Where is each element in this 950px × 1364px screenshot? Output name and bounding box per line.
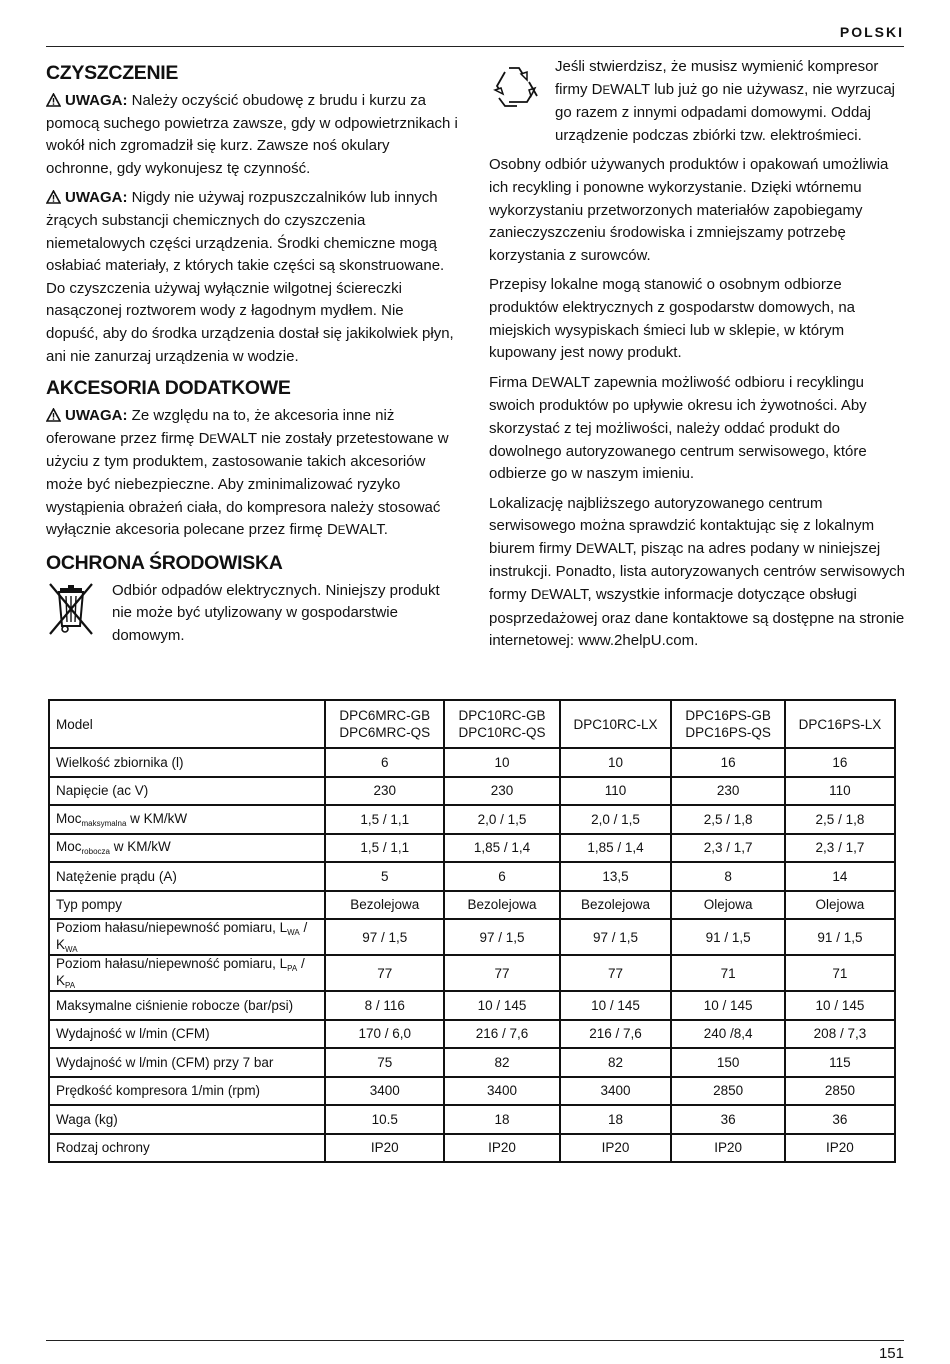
table-cell: IP20 bbox=[560, 1134, 672, 1163]
recycle-icon bbox=[489, 62, 545, 112]
table-cell: Olejowa bbox=[785, 891, 895, 920]
table-cell: 1,5 / 1,1 bbox=[325, 805, 444, 834]
model-code: DPC16PS-GB bbox=[685, 708, 771, 723]
row-label-cell: Maksymalne ciśnienie robocze (bar/psi) bbox=[49, 991, 325, 1020]
take-back-paragraph: Firma DEWALT zapewnia możliwość odbioru i recyklingu swoich produktów po upływie okresu ich żywotności. Aby skorzystać z tej możliwości, należy oddać produkt do dowolnego autoryzowanego centrum serwisowego, które odbierze go w naszym imieniu. bbox=[489, 373, 867, 483]
row-label-cell: Wielkość zbiornika (l) bbox=[49, 748, 325, 777]
model-code: DPC6MRC-QS bbox=[339, 725, 431, 740]
table-cell: 2850 bbox=[785, 1077, 895, 1106]
warning-text: Należy oczyścić obudowę z brudu i kurzu za pomocą suchego powietrza zawsze, gdy w odpowietrznikach i wokół nich zgromadził się kurz. Zawsze noś okulary ochronne, gdy wykonujesz tę czynność. bbox=[46, 92, 458, 177]
row-label-cell: Waga (kg) bbox=[49, 1105, 325, 1134]
row-label-cell: Prędkość kompresora 1/min (rpm) bbox=[49, 1077, 325, 1106]
language-label: POLSKI bbox=[839, 24, 904, 40]
bottom-rule bbox=[46, 1340, 904, 1341]
right-column bbox=[489, 56, 907, 660]
table-cell: IP20 bbox=[785, 1134, 895, 1163]
row-label-cell: Poziom hałasu/niepewność pomiaru, $L_{WA} / K_{WA}$ bbox=[49, 919, 325, 955]
warning-label: UWAGA: bbox=[65, 189, 128, 207]
model-header-cell bbox=[560, 700, 672, 748]
table-row bbox=[49, 891, 895, 920]
model-code: DPC6MRC-GB bbox=[339, 708, 431, 723]
model-header-cell bbox=[785, 700, 895, 748]
model-header-cell bbox=[671, 700, 784, 748]
cleaning-warning-1 bbox=[46, 90, 460, 180]
table-cell: 10.5 bbox=[325, 1105, 444, 1134]
table-cell: 10 bbox=[560, 748, 672, 777]
warning-triangle-icon bbox=[46, 93, 61, 107]
model-code: DPC10RC-GB bbox=[458, 708, 546, 723]
table-cell: 91 / 1,5 bbox=[785, 919, 895, 955]
table-row bbox=[49, 834, 895, 863]
table-cell: 77 bbox=[560, 955, 672, 991]
row-label-cell: Poziom hałasu/niepewność pomiaru, $L_{PA} / K_{PA}$ bbox=[49, 955, 325, 991]
recycle-text: Jeśli stwierdzisz, że musisz wymienić kompresor firmy DEWALT lub już go nie używasz, nie wyrzucaj go razem z innymi odpadami domowymi. Oddaj urządzenie podczas zbiórki tzw. elektrośmieci. bbox=[555, 58, 896, 144]
table-row bbox=[49, 919, 895, 955]
table-row bbox=[49, 805, 895, 834]
table-cell: 97 / 1,5 bbox=[560, 919, 672, 955]
cleaning-heading: CZYSZCZENIE bbox=[46, 62, 179, 84]
row-label-cell: Natężenie prądu (A) bbox=[49, 862, 325, 891]
row-label-cell: Rodzaj ochrony bbox=[49, 1134, 325, 1163]
table-cell: 97 / 1,5 bbox=[325, 919, 444, 955]
top-rule bbox=[46, 46, 904, 47]
table-cell: 36 bbox=[671, 1105, 784, 1134]
table-cell: 240 /8,4 bbox=[671, 1020, 784, 1049]
row-label-cell: Moc$_{robocza}$ w KM/kW bbox=[49, 834, 325, 863]
table-cell: 10 / 145 bbox=[671, 991, 784, 1020]
spec-table bbox=[48, 699, 896, 1163]
table-cell: 5 bbox=[325, 862, 444, 891]
accessories-warning bbox=[46, 405, 460, 543]
row-label-cell: Moc$_{maksymalna}$ w KM/kW bbox=[49, 805, 325, 834]
table-cell: 230 bbox=[671, 777, 784, 806]
model-code: DPC10RC-LX bbox=[573, 716, 658, 732]
table-cell: 208 / 7,3 bbox=[785, 1020, 895, 1049]
table-cell: 8 / 116 bbox=[325, 991, 444, 1020]
table-cell: 110 bbox=[560, 777, 672, 806]
table-cell: 14 bbox=[785, 862, 895, 891]
table-cell: 77 bbox=[444, 955, 559, 991]
table-cell: IP20 bbox=[671, 1134, 784, 1163]
table-row bbox=[49, 991, 895, 1020]
table-cell: Bezolejowa bbox=[444, 891, 559, 920]
table-cell: 82 bbox=[560, 1048, 672, 1077]
table-cell: 8 bbox=[671, 862, 784, 891]
table-header-row bbox=[49, 700, 895, 748]
environment-heading: OCHRONA ŚRODOWISKA bbox=[46, 551, 283, 574]
warning-triangle-icon bbox=[46, 408, 61, 422]
left-column bbox=[46, 56, 460, 654]
warning-text: Ze względu na to, że akcesoria inne niż oferowane przez firmę D bbox=[46, 407, 395, 447]
table-cell: 6 bbox=[325, 748, 444, 777]
table-cell: 13,5 bbox=[560, 862, 672, 891]
table-cell: 2,5 / 1,8 bbox=[671, 805, 784, 834]
warning-text: WALT. bbox=[345, 521, 388, 539]
table-cell: 3400 bbox=[444, 1077, 559, 1106]
table-row bbox=[49, 777, 895, 806]
table-row bbox=[49, 1105, 895, 1134]
table-cell: 216 / 7,6 bbox=[444, 1020, 559, 1049]
table-cell: 115 bbox=[785, 1048, 895, 1077]
table-cell: IP20 bbox=[325, 1134, 444, 1163]
model-header-cell bbox=[325, 700, 444, 748]
row-label-cell: Napięcie (ac V) bbox=[49, 777, 325, 806]
warning-label: UWAGA: bbox=[65, 92, 128, 109]
row-label-cell: Wydajność w l/min (CFM) przy 7 bar bbox=[49, 1048, 325, 1077]
table-cell: 2,5 / 1,8 bbox=[785, 805, 895, 834]
table-cell: IP20 bbox=[444, 1134, 559, 1163]
table-row bbox=[49, 1134, 895, 1163]
warning-text: Nigdy nie używaj rozpuszczalników lub innych żrących substancji chemicznych do czyszczenia niemetalowych części urządzenia. Środki chemiczne mogą osłabiać materiały, z których takie części są skonstruowane. Do czyszczenia używaj wyłącznie wilgotnej ściereczki nasączonej roztworem wody z łagodnym mydłem. Nie dopuść, aby do środka urządzenia dostał się jakikolwiek płyn, ani nie zanurzaj urządzenia w wodzie. bbox=[46, 189, 454, 365]
table-cell: 16 bbox=[785, 748, 895, 777]
weee-text: Odbiór odpadów elektrycznych. Niniejszy produkt nie może być utylizowany w gospodarstwie domowym. bbox=[112, 581, 440, 644]
table-cell: Bezolejowa bbox=[325, 891, 444, 920]
table-cell: 3400 bbox=[560, 1077, 672, 1106]
table-cell: 2,3 / 1,7 bbox=[785, 834, 895, 863]
table-cell: 1,85 / 1,4 bbox=[560, 834, 672, 863]
table-cell: 77 bbox=[325, 955, 444, 991]
table-cell: 6 bbox=[444, 862, 559, 891]
table-cell: 170 / 6,0 bbox=[325, 1020, 444, 1049]
row-label-cell: Wydajność w l/min (CFM) bbox=[49, 1020, 325, 1049]
table-cell: 110 bbox=[785, 777, 895, 806]
brand-small-e: E bbox=[209, 433, 218, 446]
table-row bbox=[49, 862, 895, 891]
table-cell: 10 bbox=[444, 748, 559, 777]
table-row bbox=[49, 1020, 895, 1049]
table-cell: 230 bbox=[444, 777, 559, 806]
cleaning-warning-2 bbox=[46, 187, 460, 368]
crossed-bin-icon bbox=[46, 580, 98, 638]
table-cell: 2850 bbox=[671, 1077, 784, 1106]
table-cell: 10 / 145 bbox=[444, 991, 559, 1020]
brand-small-e: E bbox=[337, 525, 346, 538]
separate-collection-paragraph: Osobny odbiór używanych produktów i opakowań umożliwia ich recykling i ponowne wykorzystanie. Dzięki wtórnemu wykorzystaniu przetworzonych materiałów zapobiegamy zanieczyszczeniu środowiska i zmniejszamy potrzebę korzystania z surowców. bbox=[489, 156, 889, 264]
model-code: DPC10RC-QS bbox=[458, 725, 546, 740]
table-cell: 1,5 / 1,1 bbox=[325, 834, 444, 863]
table-cell: 18 bbox=[444, 1105, 559, 1134]
table-row bbox=[49, 748, 895, 777]
weee-paragraph bbox=[46, 580, 460, 648]
table-cell: Olejowa bbox=[671, 891, 784, 920]
table-cell: 150 bbox=[671, 1048, 784, 1077]
page-number: 151 bbox=[878, 1345, 904, 1362]
table-cell: 10 / 145 bbox=[785, 991, 895, 1020]
model-code: DPC16PS-LX bbox=[798, 716, 882, 732]
table-cell: 75 bbox=[325, 1048, 444, 1077]
table-cell: 3400 bbox=[325, 1077, 444, 1106]
table-cell: 71 bbox=[785, 955, 895, 991]
table-cell: 2,3 / 1,7 bbox=[671, 834, 784, 863]
table-cell: 1,85 / 1,4 bbox=[444, 834, 559, 863]
table-cell: 97 / 1,5 bbox=[444, 919, 559, 955]
table-cell: 10 / 145 bbox=[560, 991, 672, 1020]
table-cell: 82 bbox=[444, 1048, 559, 1077]
table-cell: 216 / 7,6 bbox=[560, 1020, 672, 1049]
model-code: DPC16PS-QS bbox=[685, 725, 771, 740]
table-row bbox=[49, 955, 895, 991]
table-cell: 2,0 / 1,5 bbox=[560, 805, 672, 834]
table-cell: 230 bbox=[325, 777, 444, 806]
row-label-cell: Typ pompy bbox=[49, 891, 325, 920]
warning-label: UWAGA: bbox=[65, 407, 128, 425]
table-row bbox=[49, 1077, 895, 1106]
table-header-cell: Model bbox=[49, 700, 325, 748]
model-header-cell bbox=[444, 700, 559, 748]
warning-triangle-icon bbox=[46, 190, 61, 204]
table-cell: 18 bbox=[560, 1105, 672, 1134]
accessories-heading: AKCESORIA DODATKOWE bbox=[46, 377, 291, 400]
table-row bbox=[49, 1048, 895, 1077]
table-cell: 2,0 / 1,5 bbox=[444, 805, 559, 834]
recycle-paragraph bbox=[489, 56, 907, 147]
table-cell: 16 bbox=[671, 748, 784, 777]
table-cell: 71 bbox=[671, 955, 784, 991]
local-rules-paragraph: Przepisy lokalne mogą stanowić o osobnym odbiorze produktów elektrycznych z gospodarstw domowych, na miejskich wysypiskach śmieci lub w sklepie, w którym kupowany jest nowy produkt. bbox=[489, 276, 856, 362]
table-cell: 91 / 1,5 bbox=[671, 919, 784, 955]
table-cell: Bezolejowa bbox=[560, 891, 672, 920]
warning-text: WALT nie zostały przetestowane w użyciu z tym produktem, zastosowanie takich akcesoriów może być niebezpieczne. Aby zminimalizować ryzyko wystąpienia obrażeń ciała, do kompresora należy stosować wyłącznie akcesoria polecane przez firmę D bbox=[46, 429, 449, 539]
table-cell: 36 bbox=[785, 1105, 895, 1134]
service-centre-paragraph: Lokalizację najbliższego autoryzowanego centrum serwisowego można sprawdzić kontaktując się z lokalnym biurem firmy DEWALT, pisząc na adres podany w niniejszej instrukcji. Ponadto, lista autoryzowanych centrów serwisowych formy DEWALT, wszystkie informacje dotyczące obsługi posprzedażowej oraz dane kontaktowe są dostępne na stronie internetowej: www.2helpU.com. bbox=[489, 494, 906, 650]
